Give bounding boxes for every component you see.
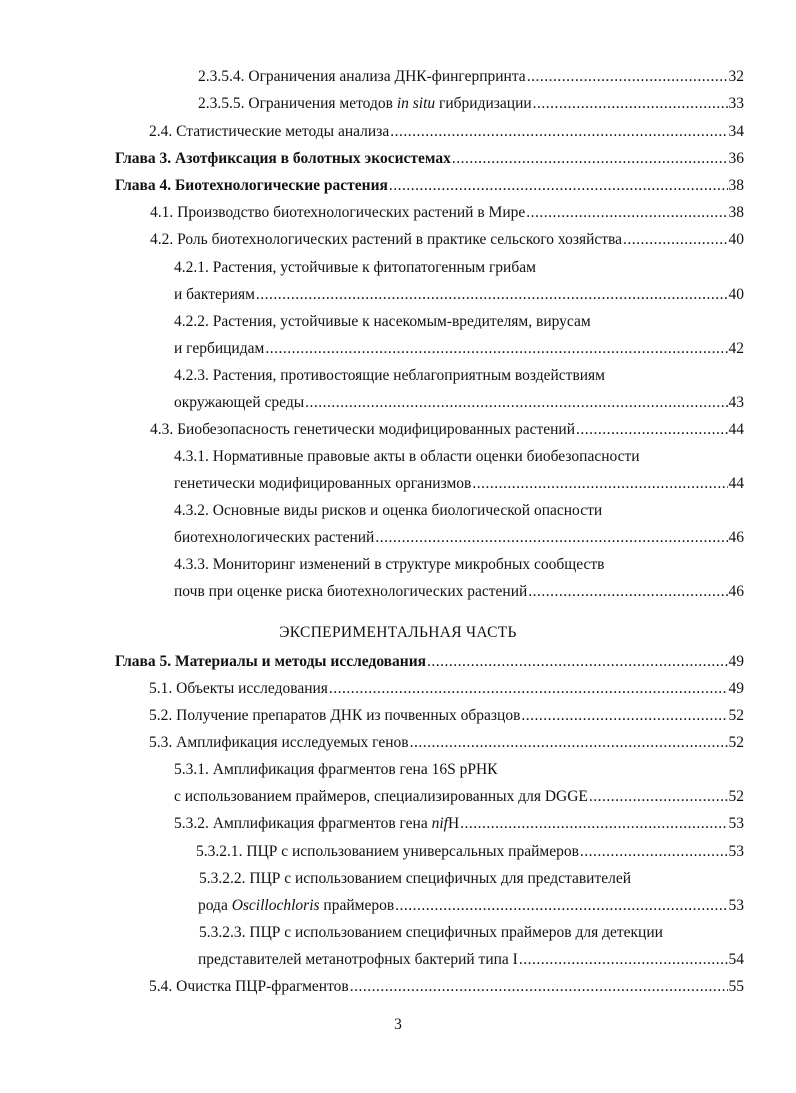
dot-leader (519, 949, 728, 971)
toc-page-number: 38 (728, 204, 744, 221)
dot-leader (265, 338, 727, 360)
title-italic-part: Oscillochloris (231, 897, 320, 914)
dot-leader (526, 202, 727, 224)
toc-page-number: 49 (728, 653, 744, 670)
toc-entry-4-3-3-line1[interactable] (174, 554, 604, 576)
title-italic-part: nif (431, 815, 448, 832)
title-part: 2.3.5.5. Ограничения методов (198, 95, 397, 112)
toc-entry-title-cont: и гербицидам (174, 340, 265, 357)
toc-entry-5-3[interactable] (149, 732, 744, 754)
dot-leader (533, 93, 728, 115)
toc-entry-5-3-2[interactable] (174, 813, 744, 835)
toc-entry-2-4[interactable] (149, 121, 744, 143)
dot-leader (410, 732, 728, 754)
dot-leader (580, 841, 728, 863)
toc-entry-2-3-5-5[interactable] (198, 93, 744, 115)
toc-page-number: 53 (728, 897, 744, 914)
toc-entry-4-2-2-line1[interactable] (174, 311, 591, 333)
toc-entry-title-cont: почв при оценке риска биотехнологических растений (174, 583, 528, 600)
toc-page-number: 54 (728, 951, 744, 968)
toc-entry-title-cont: окружающей среды (174, 394, 305, 411)
toc-entry-title-cont (198, 895, 394, 917)
title-italic-part: in situ (396, 95, 436, 112)
toc-entry-title-cont: представителей метанотрофных бактерий типа I (198, 951, 518, 968)
dot-leader (375, 527, 727, 549)
page-number: 3 (394, 1016, 402, 1033)
toc-page-number: 52 (728, 707, 744, 724)
toc-page-number: 43 (728, 394, 744, 411)
toc-entry-title-cont: с использованием праймеров, специализированных для DGGE (174, 788, 588, 805)
toc-page-number: 46 (728, 529, 744, 546)
title-part: 5.3.2. Амплификация фрагментов гена (174, 815, 432, 832)
toc-entry-5-3-2-2-line1[interactable] (199, 868, 631, 890)
toc-entry-4-3-2-line1[interactable] (174, 500, 602, 522)
toc-entry-5-3-2-3-line1[interactable] (199, 922, 663, 944)
toc-entry-title: 4.2.3. Растения, противостоящие неблагоприятным воздействиям (174, 367, 605, 384)
toc-entry-title: Глава 3. Азотфиксация в болотных экосистемах (115, 150, 451, 167)
toc-page-number: 32 (728, 68, 744, 85)
toc-entry-4-3-1-line2[interactable] (174, 473, 744, 495)
toc-entry-title: 5.3.2.3. ПЦР с использованием специфичных праймеров для детекции (199, 924, 663, 941)
toc-entry-title: Глава 5. Материалы и методы исследования (115, 653, 427, 670)
toc-entry-title: 5.3. Амплификация исследуемых генов (149, 734, 409, 751)
toc-page-number: 44 (728, 421, 744, 438)
toc-entry-title: 4.2.2. Растения, устойчивые к насекомым-вредителям, вирусам (174, 313, 591, 330)
toc-entry-title: 2.3.5.4. Ограничения анализа ДНК-фингерпринта (198, 68, 526, 85)
toc-page-number: 38 (728, 177, 744, 194)
toc-page-number: 42 (728, 340, 744, 357)
toc-entry-title: 4.2. Роль биотехнологических растений в практике сельского хозяйства (150, 231, 623, 248)
toc-entry-title: 4.3.2. Основные виды рисков и оценка биологической опасности (174, 502, 603, 519)
toc-entry-4-2-1-line1[interactable] (174, 257, 536, 279)
toc-page-number: 40 (728, 286, 744, 303)
toc-entry-title: 4.3.1. Нормативные правовые акты в области оценки биобезопасности (174, 448, 640, 465)
toc-entry-chapter-4[interactable] (115, 175, 744, 197)
toc-entry-4-3-3-line2[interactable] (174, 581, 744, 603)
title-part: гибридизации (435, 95, 532, 112)
toc-entry-title: 5.1. Объекты исследования (149, 680, 328, 697)
toc-entry-4-3[interactable] (150, 419, 744, 441)
toc-entry-5-3-2-2-line2[interactable] (198, 895, 744, 917)
toc-entry-5-2[interactable] (149, 705, 744, 727)
toc-page-number: 36 (728, 150, 744, 167)
toc-page-number: 52 (728, 788, 744, 805)
section-heading: ЭКСПЕРИМЕНТАЛЬНАЯ ЧАСТЬ (279, 624, 517, 641)
toc-entry-title: 2.4. Статистические методы анализа (149, 123, 390, 140)
toc-entry-5-4[interactable] (149, 976, 744, 998)
toc-entry-5-3-1-line2[interactable] (174, 786, 744, 808)
toc-entry-title: 5.2. Получение препаратов ДНК из почвенных образцов (149, 707, 521, 724)
toc-entry-5-3-2-3-line2[interactable] (198, 949, 744, 971)
dot-leader (395, 895, 727, 917)
toc-page-number: 52 (728, 734, 744, 751)
dot-leader (305, 392, 727, 414)
toc-entry-title: 5.3.2.1. ПЦР с использованием универсальных праймеров (196, 843, 579, 860)
toc-entry-4-3-2-line2[interactable] (174, 527, 744, 549)
toc-entry-title: 4.2.1. Растения, устойчивые к фитопатогенным грибам (174, 259, 536, 276)
toc-entry-title: 4.1. Производство биотехнологических растений в Мире (150, 204, 526, 221)
dot-leader (472, 473, 727, 495)
dot-leader (389, 175, 728, 197)
toc-entry-4-2[interactable] (150, 229, 744, 251)
toc-entry-chapter-5[interactable] (115, 651, 744, 673)
toc-entry-title: 4.3. Биобезопасность генетически модифицированных растений (150, 421, 575, 438)
toc-entry-5-1[interactable] (149, 678, 744, 700)
dot-leader (452, 148, 728, 170)
toc-entry-2-3-5-4[interactable] (198, 66, 744, 88)
toc-page-number: 40 (728, 231, 744, 248)
toc-page-number: 53 (728, 815, 744, 832)
dot-leader (528, 581, 727, 603)
title-part: праймеров (319, 897, 395, 914)
dot-leader (576, 419, 728, 441)
toc-entry-5-3-1-line1[interactable] (174, 759, 498, 781)
toc-entry-4-3-1-line1[interactable] (174, 446, 640, 468)
toc-entry-chapter-3[interactable] (115, 148, 744, 170)
toc-page-number: 46 (728, 583, 744, 600)
toc-page-number: 33 (728, 95, 744, 112)
dot-leader (623, 229, 727, 251)
toc-entry-title: 4.3.3. Мониторинг изменений в структуре микробных сообществ (174, 556, 605, 573)
toc-entry-title-cont: генетически модифицированных организмов (174, 475, 472, 492)
toc-page-number: 53 (728, 843, 744, 860)
dot-leader (527, 66, 728, 88)
title-part: H (447, 815, 460, 832)
dot-leader (329, 678, 728, 700)
toc-entry-title: 5.3.2.2. ПЦР с использованием специфичных для представителей (199, 870, 632, 887)
toc-entry-title: 5.3.1. Амплификация фрагментов гена 16S рРНК (174, 761, 498, 778)
dot-leader (256, 284, 728, 306)
toc-page-number: 49 (728, 680, 744, 697)
toc-entry-4-2-3-line1[interactable] (174, 365, 605, 387)
toc-entry-4-1[interactable] (150, 202, 744, 224)
toc-entry-title-cont: биотехнологических растений (174, 529, 375, 546)
dot-leader (521, 705, 727, 727)
toc-entry-title-cont: и бактериям (174, 286, 255, 303)
dot-leader (460, 813, 727, 835)
toc-entry-5-3-2-1[interactable] (196, 841, 744, 863)
toc-page-number: 34 (728, 123, 744, 140)
toc-entry-title: 5.4. Очистка ПЦР-фрагментов (149, 978, 349, 995)
dot-leader (427, 651, 727, 673)
title-part: рода (198, 897, 232, 914)
toc-entry-4-2-1-line2[interactable] (174, 284, 744, 306)
dot-leader (589, 786, 728, 808)
toc-entry-4-2-2-line2[interactable] (174, 338, 744, 360)
toc-page-number: 44 (728, 475, 744, 492)
toc-entry-title (198, 93, 532, 115)
dot-leader (390, 121, 727, 143)
dot-leader (350, 976, 728, 998)
toc-entry-4-2-3-line2[interactable] (174, 392, 744, 414)
toc-entry-title: Глава 4. Биотехнологические растения (115, 177, 388, 194)
toc-page-number: 55 (728, 978, 744, 995)
toc-entry-title (174, 813, 459, 835)
